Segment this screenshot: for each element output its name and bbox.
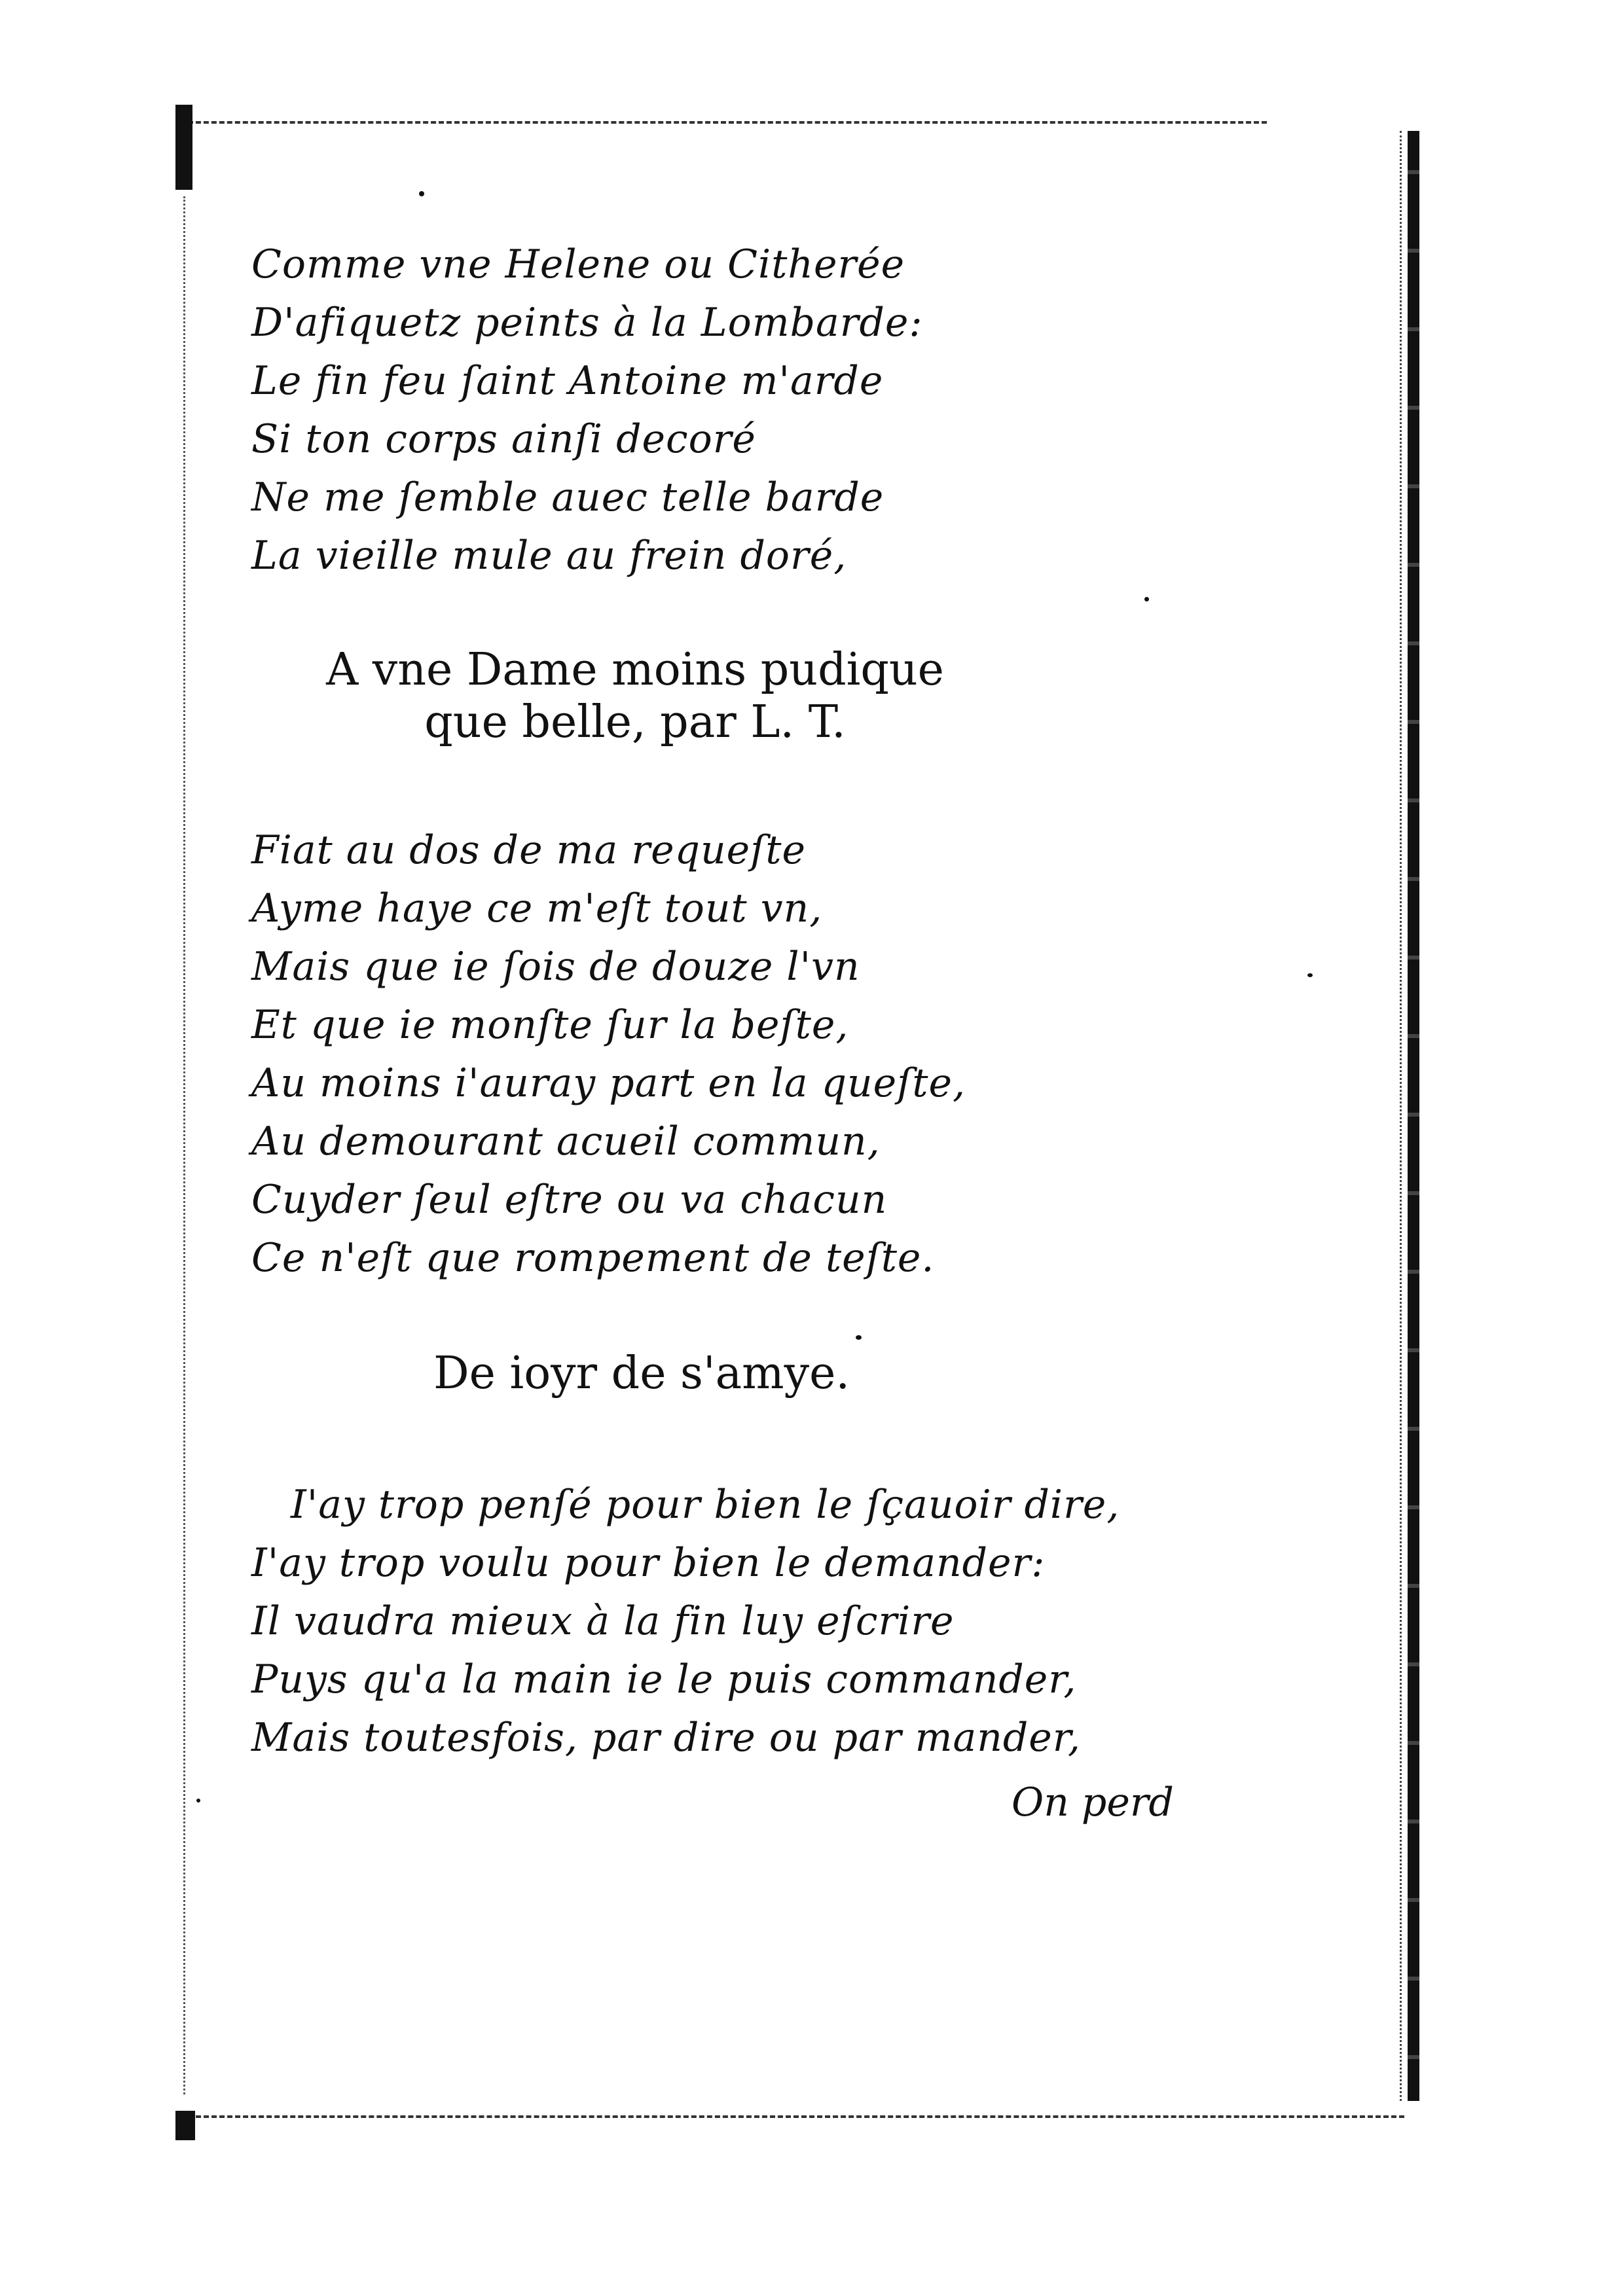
verse-line: Ayme haye ce m'eſt tout vn, [251,886,823,931]
verse-line: Au moins i'auray part en la queſte, [251,1060,966,1106]
verse-line: Au demourant acueil commun, [251,1119,881,1164]
verse-line: Fiat au dos de ma requeſte [251,827,806,873]
scan-border-left-mark-top [175,105,192,190]
verse-line: Cuyder ſeul eſtre ou va chacun [251,1177,888,1223]
verse-line: I'ay trop voulu pour bien le demander: [251,1540,1046,1586]
verse-line: D'afiquetz peints à la Lombarde: [251,300,923,346]
stanza-2 [251,821,966,1287]
stanza-3 [251,1476,1120,1767]
stanza-1 [251,236,923,585]
poem-title-line: que belle, par L. T. [424,696,846,748]
scan-border-left-mark-bottom [175,2111,195,2140]
ink-speck [419,191,424,196]
ink-speck [196,1799,200,1803]
verse-line: Mais toutesfois, par dire ou par mander, [251,1715,1081,1761]
scan-border-right-dots [1400,131,1402,2101]
scan-border-left [183,196,185,2094]
verse-line: Puys qu'a la main ie le puis commander, [251,1657,1077,1702]
scan-border-bottom [180,2115,1404,2118]
poem-title-line: A vne Dame moins pudique [326,644,944,696]
verse-line: Ce n'eſt que rompement de teſte. [251,1235,935,1281]
verse-line: La vieille mule au frein doré, [251,533,847,579]
ink-speck [1144,597,1149,601]
poem-title: De ioyr de s'amye. [433,1348,850,1399]
verse-line: Le fin feu ſaint Antoine m'arde [251,358,884,404]
catchword: On perd [1012,1780,1174,1825]
verse-line: I'ay trop penſé pour bien le ſçauoir dire, [291,1482,1120,1528]
verse-line: Et que ie monſte ſur la beſte, [251,1002,849,1048]
verse-line: Il vaudra mieux à la fin luy eſcrire [251,1598,955,1644]
verse-line: Si ton corps ainſi decoré [251,416,756,462]
ink-speck [856,1335,862,1340]
scan-border-right [1408,131,1419,2101]
ink-speck [1307,973,1313,977]
verse-line: Comme vne Helene ou Citherée [251,242,905,287]
verse-line: Mais que ie ſois de douze l'vn [251,944,860,990]
scan-border-top [180,121,1267,124]
verse-line: Ne me ſemble auec telle barde [251,475,884,520]
